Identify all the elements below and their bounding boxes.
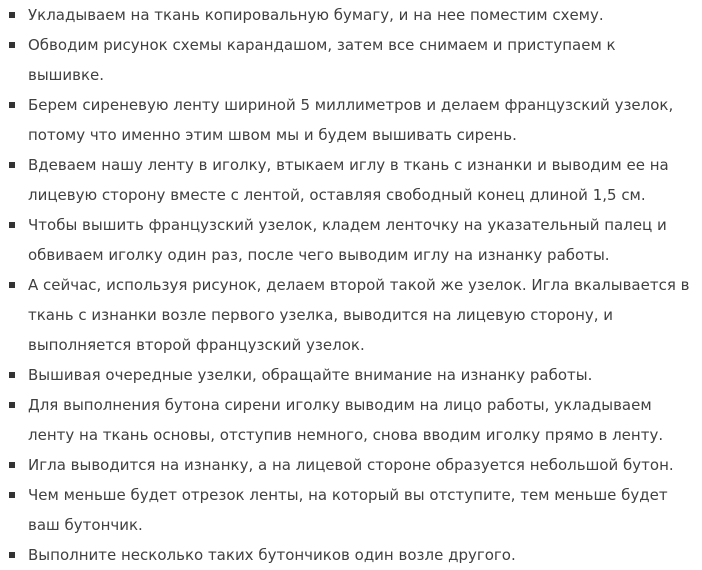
list-item-text: Чтобы вышить французский узелок, кладем ленточку на указательный палец и обвиваем иголку один раз, после чего выводим иглу на изнанку работы. [28,216,667,264]
square-bullet-icon [9,552,15,558]
square-bullet-icon [9,462,15,468]
list-item-text: Игла выводится на изнанку, а на лицевой стороне образуется небольшой бутон. [28,456,674,474]
list-item [6,270,694,360]
list-item [6,360,694,390]
list-item-text: Для выполнения бутона сирени иголку выводим на лицо работы, укладываем ленту на ткань основы, отступив немного, снова вводим иголку прямо в ленту. [28,396,664,444]
list-item [6,390,694,450]
list-item-text: Обводим рисунок схемы карандашом, затем все снимаем и приступаем к вышивке. [28,36,616,84]
square-bullet-icon [9,42,15,48]
square-bullet-icon [9,492,15,498]
square-bullet-icon [9,162,15,168]
list-item [6,30,694,90]
square-bullet-icon [9,402,15,408]
list-item [6,210,694,270]
list-item-text: Укладываем на ткань копировальную бумагу, и на нее поместим схему. [28,6,604,24]
square-bullet-icon [9,102,15,108]
list-item [6,150,694,210]
instruction-list [6,0,694,570]
list-item [6,540,694,570]
list-item [6,480,694,540]
list-item [6,0,694,30]
list-item [6,90,694,150]
square-bullet-icon [9,12,15,18]
square-bullet-icon [9,222,15,228]
list-item-text: Вдеваем нашу ленту в иголку, втыкаем иглу в ткань с изнанки и выводим ее на лицевую сторону вместе с лентой, оставляя свободный конец длиной 1,5 см. [28,156,669,204]
list-item-text: Берем сиреневую ленту шириной 5 миллиметров и делаем французский узелок, потому что именно этим швом мы и будем вышивать сирень. [28,96,674,144]
list-item-text: Чем меньше будет отрезок ленты, на который вы отступите, тем меньше будет ваш бутончик. [28,486,668,534]
list-item [6,450,694,480]
square-bullet-icon [9,282,15,288]
list-item-text: Выполните несколько таких бутончиков один возле другого. [28,546,516,564]
square-bullet-icon [9,372,15,378]
list-item-text: А сейчас, используя рисунок, делаем второй такой же узелок. Игла вкалывается в ткань с изнанки возле первого узелка, выводится на лицевую сторону, и выполняется второй французский узелок. [28,276,690,354]
list-item-text: Вышивая очередные узелки, обращайте внимание на изнанку работы. [28,366,593,384]
